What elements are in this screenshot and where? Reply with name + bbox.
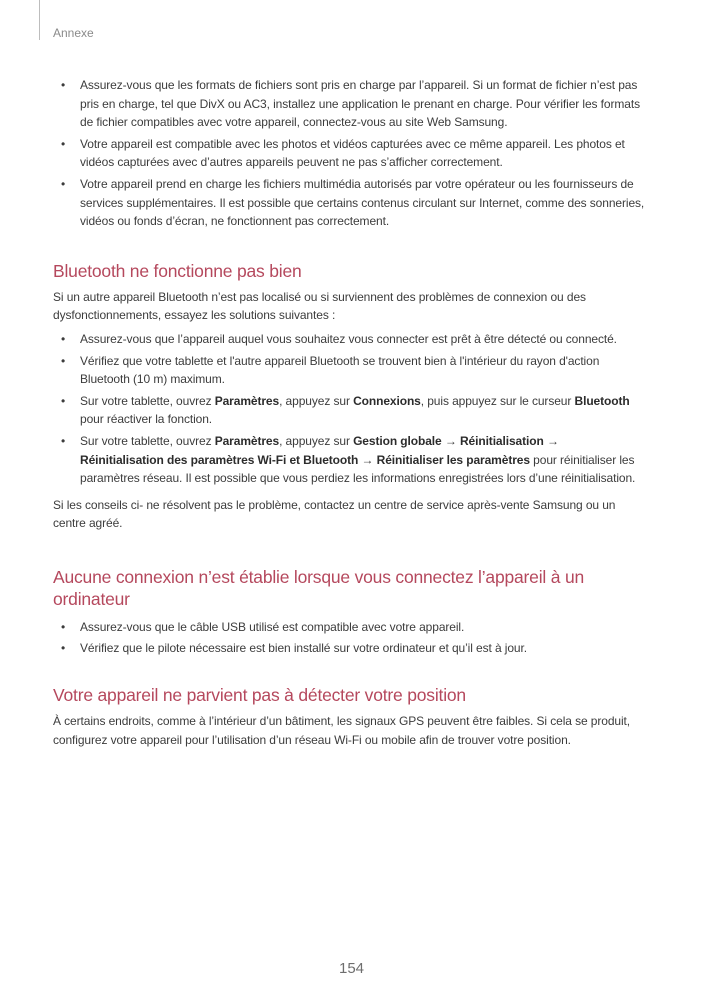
arrow-icon: → bbox=[358, 452, 377, 467]
bluetooth-heading: Bluetooth ne fonctionne pas bien bbox=[53, 260, 302, 281]
menu-path-reset-settings: Réinitialiser les paramètres bbox=[376, 452, 530, 467]
list-item: • Sur votre tablette, ouvrez Paramètres, appuyez sur Connexions, puis appuyez sur le curseur Bluetooth pour réactiver la fonction. bbox=[61, 393, 630, 427]
arrow-icon: → bbox=[441, 433, 460, 448]
gps-heading: Votre appareil ne parvient pas à détecter votre position bbox=[53, 685, 466, 706]
menu-path-settings: Paramètres bbox=[214, 393, 280, 408]
bluetooth-bullet-list bbox=[53, 330, 645, 488]
list-item: • Vérifiez que le pilote nécessaire est bien installé sur votre ordinateur et qu’il est à jour. bbox=[53, 639, 645, 658]
page-number: 154 bbox=[338, 960, 365, 977]
bullet-icon: • bbox=[61, 331, 66, 346]
usb-bullet-list bbox=[53, 618, 645, 658]
bullet-icon: • bbox=[61, 353, 66, 368]
list-item: • Votre appareil est compatible avec les photos et vidéos capturées avec ce même appareil. Les photos et vidéos capturées avec d’autres appareils peuvent ne pas s’afficher correctement. bbox=[61, 136, 625, 170]
bullet-icon: • bbox=[61, 136, 66, 151]
list-item: • Vérifiez que votre tablette et l'autre appareil Bluetooth se trouvent bien à l'intérieur du rayon d'action Bluetooth (10 m) maximum. bbox=[61, 353, 600, 387]
menu-path-reset-network: Réinitialisation des paramètres Wi-Fi et Bluetooth bbox=[80, 452, 359, 467]
menu-path-general-management: Gestion globale bbox=[353, 433, 442, 448]
menu-path-reset: Réinitialisation bbox=[459, 433, 544, 448]
list-item: • Sur votre tablette, ouvrez Paramètres, appuyez sur Gestion globale → Réinitialisation → Réinitialisation des paramètres Wi-Fi et Bluetooth → Réinitialiser les paramètres pour réinitialiser les paramètres réseau. Il est possible que vous perdiez les informations enregistrées lors d’une réinitialisation. bbox=[61, 433, 636, 486]
gps-body: À certains endroits, comme à l’intérieur d’un bâtiment, les signaux GPS peuvent être faibles. Si cela se produit, configurez votre appareil pour l’utilisation d’un réseau Wi-Fi ou mobile afin de trouver votre position. bbox=[53, 714, 630, 747]
page-content bbox=[53, 76, 645, 749]
list-item: • Assurez-vous que le câble USB utilisé est compatible avec votre appareil. bbox=[53, 618, 645, 637]
intro-bullet-list bbox=[53, 76, 645, 231]
list-item: • Assurez-vous que les formats de fichiers sont pris en charge par l’appareil. Si un format de fichier n’est pas pris en charge, tel que DivX ou AC3, installez une application le prenant en charge. Pour vérifier les formats de fichier compatibles avec votre appareil, connectez-vous au site Web Samsung. bbox=[61, 78, 640, 130]
menu-path-settings: Paramètres bbox=[214, 433, 280, 448]
bullet-icon: • bbox=[61, 619, 66, 634]
usb-heading: Aucune connexion n’est établie lorsque vous connectez l’appareil à un ordinateur bbox=[53, 566, 585, 609]
bullet-icon: • bbox=[61, 393, 66, 408]
bullet-icon: • bbox=[61, 641, 66, 656]
bullet-icon: • bbox=[61, 433, 66, 448]
menu-path-bluetooth: Bluetooth bbox=[574, 393, 630, 408]
list-item: • Votre appareil prend en charge les fichiers multimédia autorisés par votre opérateur ou les fournisseurs de services supplémentaires. Il est possible que certains contenus circulant sur Internet, comme des sonneries, vidéos ou fonds d’écran, ne fonctionnent pas correctement. bbox=[61, 176, 645, 229]
section-label: Annexe bbox=[53, 26, 94, 40]
bluetooth-intro: Si un autre appareil Bluetooth n’est pas localisé ou si surviennent des problèmes de connexion ou des dysfonctionnements, essayez les solutions suivantes : bbox=[53, 289, 586, 323]
menu-path-connections: Connexions bbox=[353, 393, 421, 408]
header-divider bbox=[39, 0, 40, 40]
list-item: • Assurez-vous que l’appareil auquel vous souhaitez vous connecter est prêt à être détecté ou connecté. bbox=[53, 330, 645, 349]
bullet-icon: • bbox=[61, 176, 66, 191]
arrow-icon: → bbox=[543, 433, 559, 448]
bluetooth-outro: Si les conseils ci- ne résolvent pas le problème, contactez un centre de service après-vente Samsung ou un centre agréé. bbox=[53, 497, 616, 531]
bullet-icon: • bbox=[61, 78, 66, 92]
